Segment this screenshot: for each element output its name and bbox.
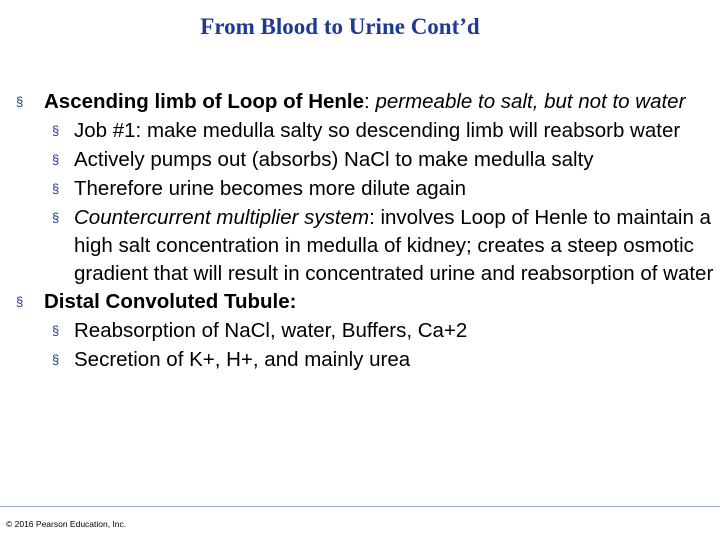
bullet-marker-icon: § [52,181,60,196]
sub-bullet-countercurrent [0,204,720,288]
bullet-heading: Ascending limb of Loop of Henle [44,90,365,113]
sub-bullet-secretion [0,346,720,374]
sub-bullet-pumps [0,146,720,174]
bullet-marker-icon: § [52,352,60,367]
bullet-marker-icon: § [52,323,60,338]
bullet-marker-icon: § [52,152,60,167]
bullet-marker-icon: § [52,210,60,225]
bullet-list [0,88,720,374]
sub-bullet-text: Job #1: make medulla salty so descending limb will reabsorb water [74,119,681,142]
bullet-ascending-limb [0,88,720,116]
sub-bullet-dilute [0,175,720,203]
bullet-heading: Distal Convoluted Tubule: [44,290,297,313]
sub-bullet-text: Actively pumps out (absorbs) NaCl to make medulla salty [74,148,594,171]
bullet-description: permeable to salt, but not to water [375,90,686,113]
footer-divider [0,506,720,507]
page-title: From Blood to Urine Cont’d [200,14,480,39]
bullet-marker-icon: § [52,123,60,138]
bullet-distal-tubule [0,288,720,316]
sub-bullet-text: Secretion of K+, H+, and mainly urea [74,348,411,371]
sub-bullet-reabsorption [0,317,720,345]
sub-bullet-text: : involves Loop of Henle to maintain a high salt concentration in medulla of kidney; creates a steep osmotic gradient that will result in concentrated urine and reabsorption of water [74,206,714,285]
sub-bullet-job1 [0,117,720,145]
sub-bullet-text: Reabsorption of NaCl, water, Buffers, Ca+2 [74,319,468,342]
sub-bullet-term: Countercurrent multiplier system [74,206,370,229]
bullet-separator: : [364,90,376,113]
bullet-marker-icon: § [16,294,24,309]
sub-bullet-text: Therefore urine becomes more dilute again [74,177,466,200]
bullet-marker-icon: § [16,94,24,109]
copyright-notice: © 2016 Pearson Education, Inc. [6,519,127,529]
